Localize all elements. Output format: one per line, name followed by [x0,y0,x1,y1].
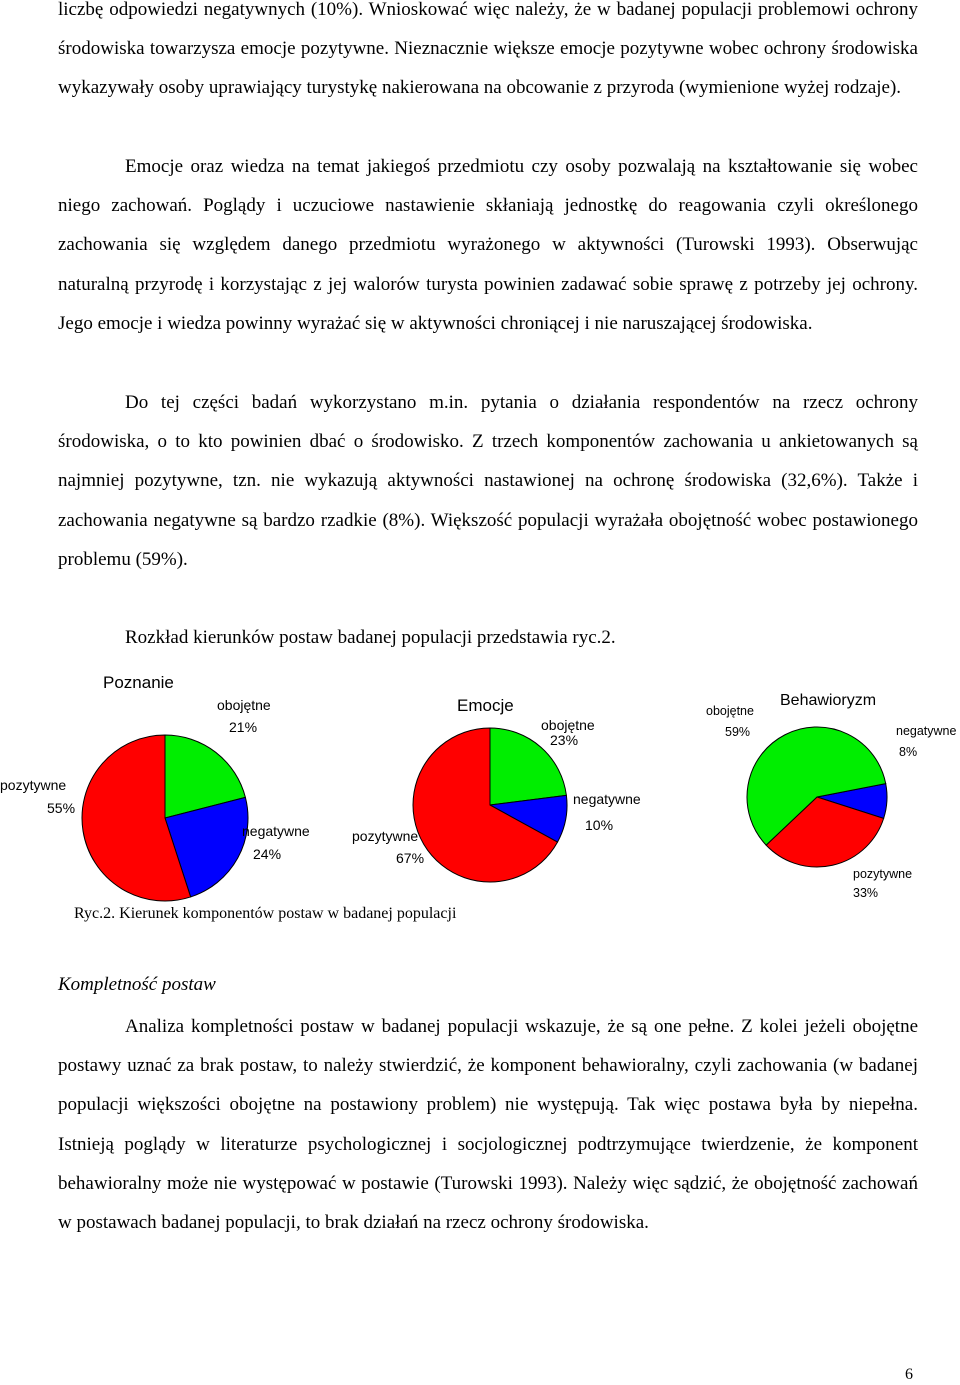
section-paragraph: Analiza kompletności postaw w badanej populacji wskazuje, że są one pełne. Z kolei jeżeli obojętne postawy uznać za brak postaw, to należy stwierdzić, że komponent behawioralny, czyli zachowania (w badanej populacji większości obojętne na postawiony problem) nie występują. Tak więc postawa była by niepełna. Istnieją poglądy w literaturze psychologicznej i socjologicznej podtrzymujące twierdzenie, że komponent behawioralny może nie występować w postawie (Turowski 1993). Należy więc sądzić, że obojętność zachowań w postawach badanej populacji, to brak działań na rzecz ochrony środowiska. [58,1016,918,1234]
slice-value: 67% [396,850,425,866]
slice-value: 33% [853,886,879,900]
slice-label: negatywne [896,724,957,738]
slice-label: obojętne [541,717,595,733]
slice-value: 24% [253,846,282,862]
page-number: 6 [905,1366,913,1383]
chart-title: Emocje [457,696,514,715]
slice-label: pozytywne [853,867,913,881]
slice-value: 8% [899,745,918,759]
section-heading: Kompletność postaw [58,974,216,995]
paragraph-2: Emocje oraz wiedza na temat jakiegoś przedmiotu czy osoby pozwalają na kształtowanie się wobec niego zachowań. Poglądy i uczuciowe nastawienie skłaniają jednostkę do reagowania czyli określonego zachowania się względem danego przedmiotu wyrażonego w aktywności (Turowski 1993). Obserwując naturalną przyrodę i korzystając z jej walorów turysta powinien zadawać sobie sprawę z potrzeby jej ochrony. Jego emocje i wiedza powinny wyrażać się w aktywności chroniącej i nie naruszającej środowiska. [58,156,918,334]
slice-label: negatywne [573,791,641,807]
slice-label: obojętne [217,697,271,713]
slice-value: 21% [229,719,258,735]
slice-label: pozytywne [352,828,419,844]
paragraph-1: liczbę odpowiedzi negatywnych (10%). Wnioskować więc należy, że w badanej populacji problemowi ochrony środowiska towarzysza emocje pozytywne. Nieznacznie większe emocje pozytywne wobec ochrony środowiska wykazywały osoby uprawiający turystykę nakierowana na obcowanie z przyroda (wymienione wyżej rodzaje). [58,0,918,99]
slice-label: negatywne [242,823,310,839]
chart-title: Behawioryzm [780,692,877,709]
paragraph-3: Do tej części badań wykorzystano m.in. pytania o działania respondentów na rzecz ochrony środowiska, o to kto powinien dbać o środowisko. Z trzech komponentów zachowania u ankietowanych są najmniej pozytywne, tzn. nie wykazują aktywności nastawionej na ochronę środowiska (32,6%). Także i zachowania negatywne są bardzo rzadkie (8%). Większość populacji wyrażała obojętność wobec postawionego problemu (59%). [58,392,918,570]
slice-label: pozytywne [0,777,67,793]
paragraph-4: Rozkład kierunków postaw badanej populacji przedstawia ryc.2. [125,627,616,648]
slice-value: 59% [725,725,751,739]
slice-value: 55% [47,800,76,816]
chart-title: Poznanie [103,673,174,692]
figure-caption: Ryc.2. Kierunek komponentów postaw w badanej populacji [74,905,457,922]
slice-label: obojętne [706,704,754,718]
slice-value: 23% [550,732,579,748]
slice-value: 10% [585,817,614,833]
